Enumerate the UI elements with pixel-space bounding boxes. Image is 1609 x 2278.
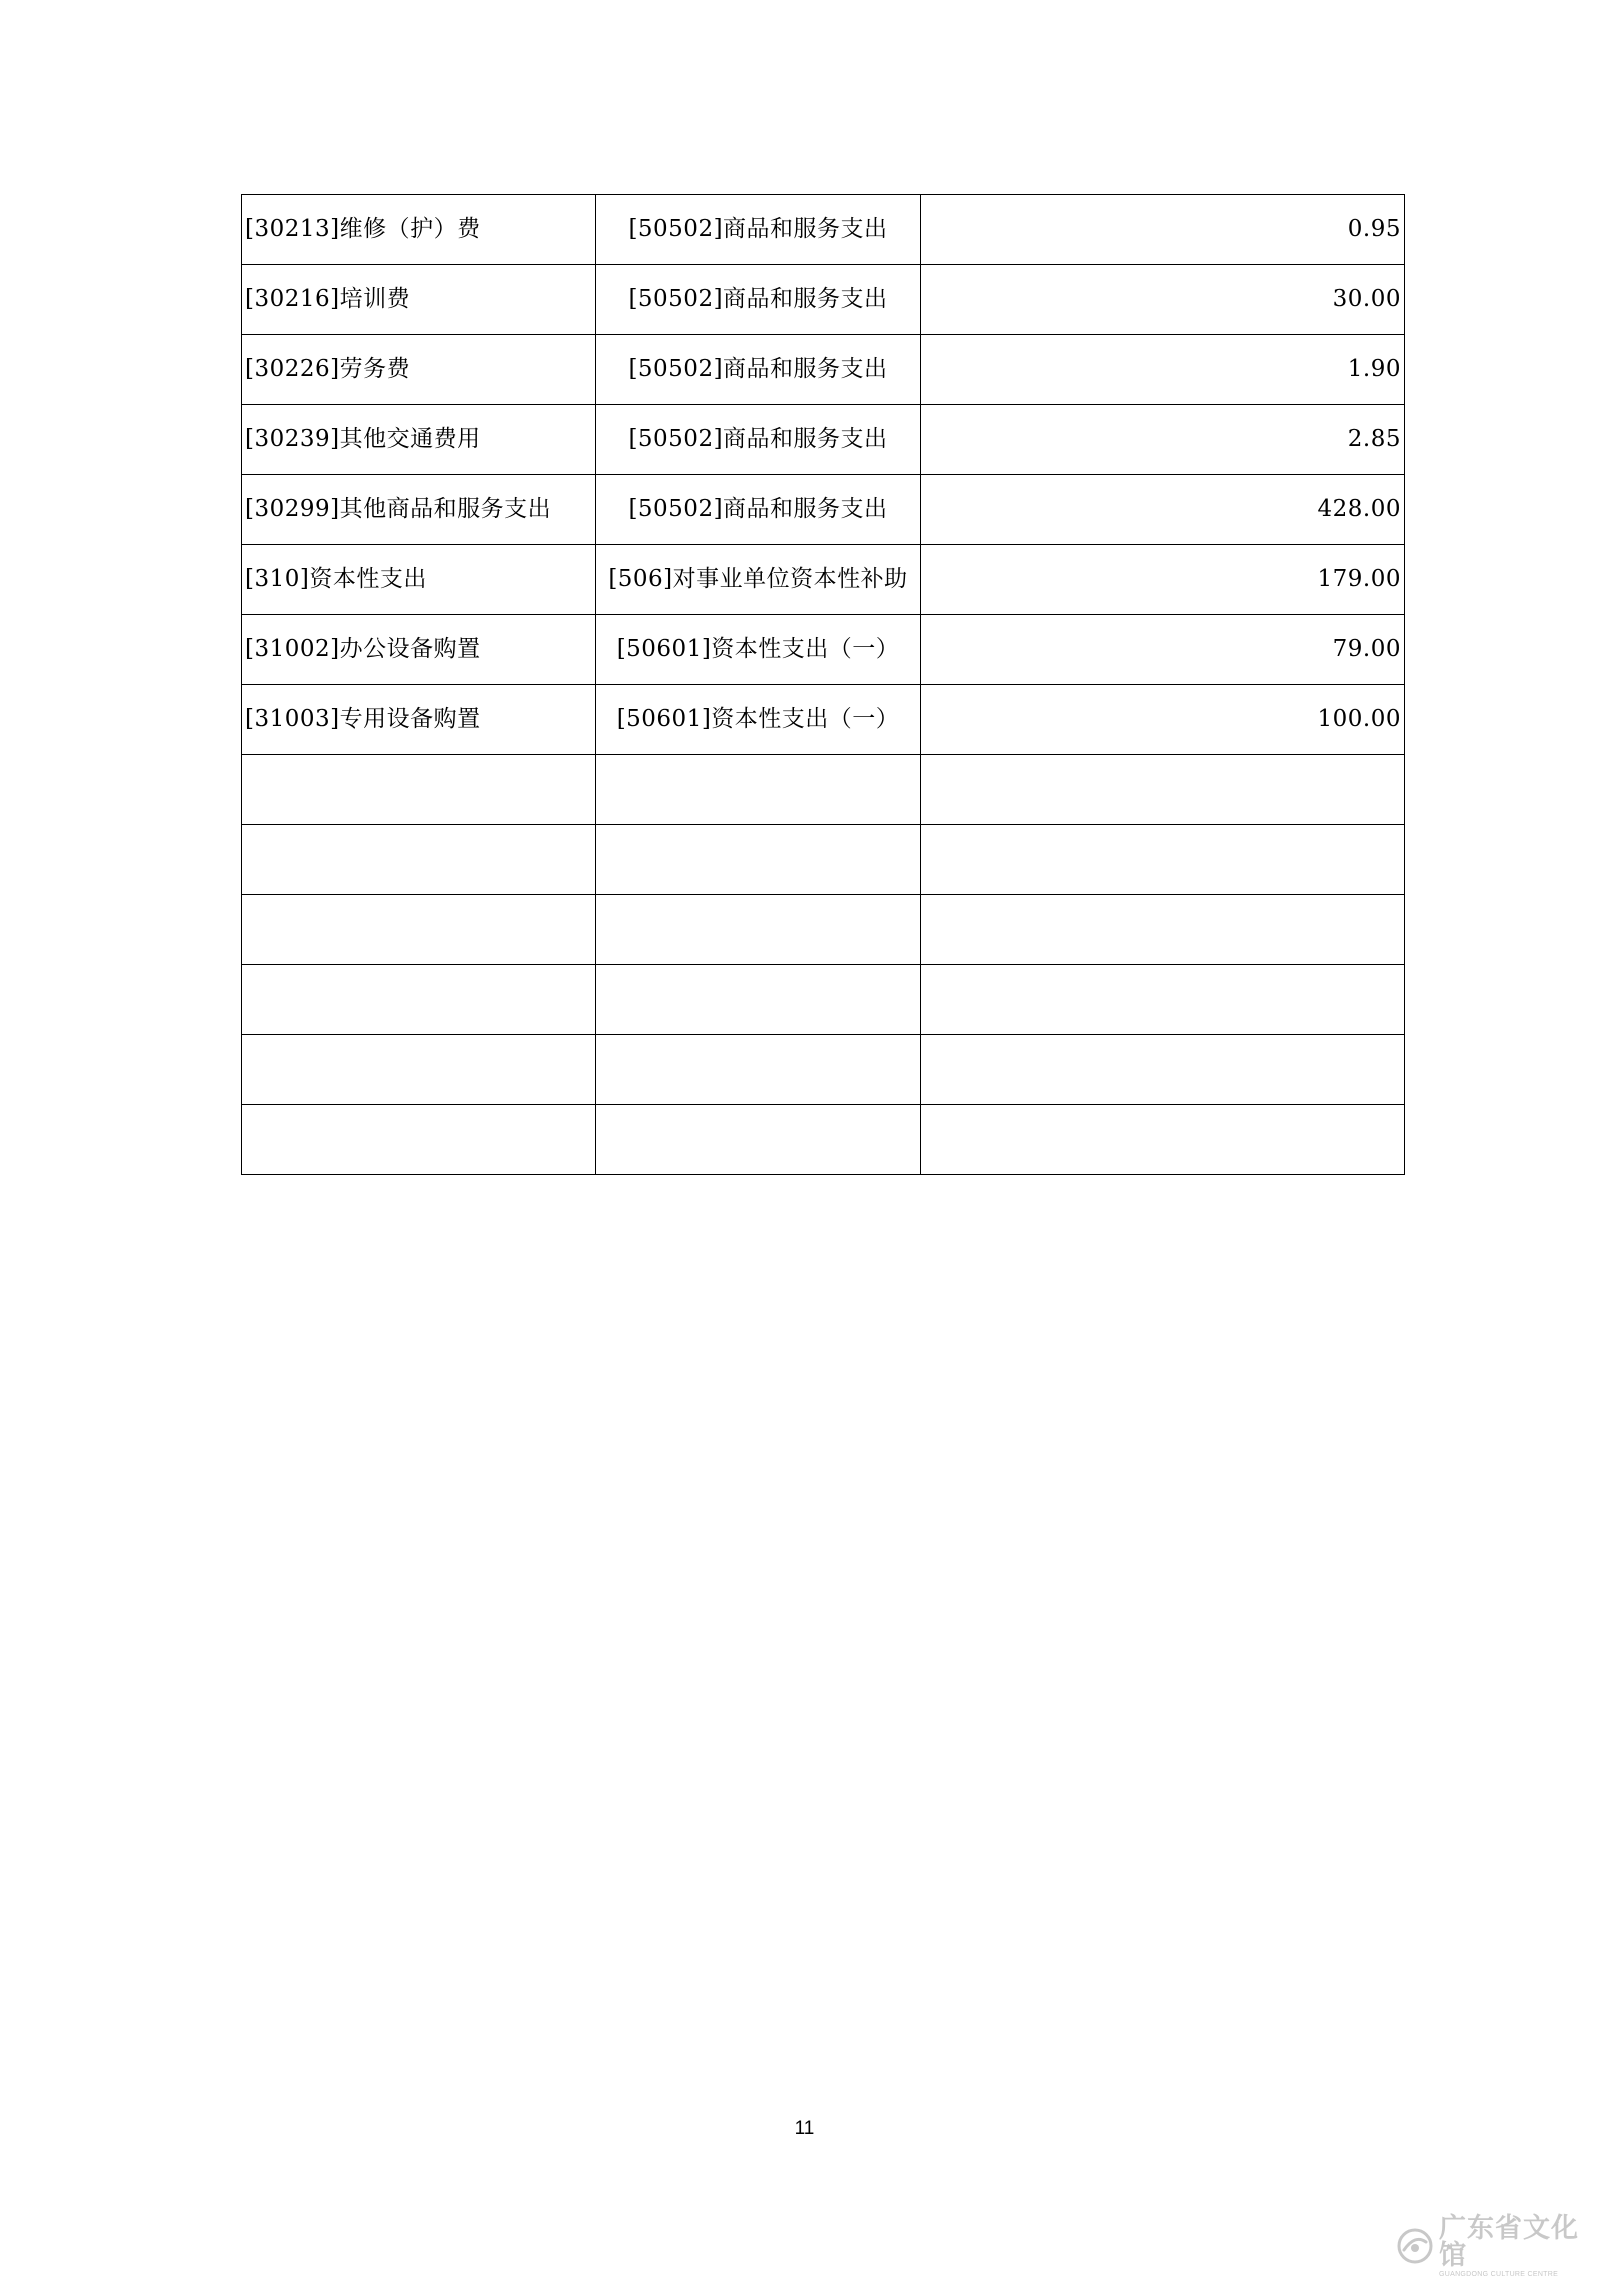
economic-classification-cell: [30226]劳务费 — [242, 335, 596, 405]
budget-table — [241, 194, 1405, 1175]
economic-classification-cell: [30299]其他商品和服务支出 — [242, 475, 596, 545]
government-classification-cell: [50502]商品和服务支出 — [596, 335, 921, 405]
table-row — [242, 195, 1405, 265]
watermark-name-cn: 广东省文化馆 — [1439, 2212, 1579, 2271]
table-row — [242, 1035, 1405, 1105]
government-classification-cell: [50601]资本性支出（一） — [596, 615, 921, 685]
table-row — [242, 545, 1405, 615]
table-row — [242, 965, 1405, 1035]
table-row — [242, 335, 1405, 405]
government-classification-cell: [50601]资本性支出（一） — [596, 685, 921, 755]
table-row — [242, 825, 1405, 895]
economic-classification-cell — [242, 965, 596, 1035]
amount-cell: 0.95 — [921, 195, 1405, 265]
economic-classification-cell: [310]资本性支出 — [242, 545, 596, 615]
government-classification-cell — [596, 965, 921, 1035]
amount-cell — [921, 895, 1405, 965]
amount-cell: 1.90 — [921, 335, 1405, 405]
table-row — [242, 685, 1405, 755]
government-classification-cell: [506]对事业单位资本性补助 — [596, 545, 921, 615]
table-row — [242, 265, 1405, 335]
page-number: 11 — [794, 2118, 815, 2139]
economic-classification-cell — [242, 755, 596, 825]
amount-cell — [921, 755, 1405, 825]
government-classification-cell — [596, 825, 921, 895]
amount-cell: 179.00 — [921, 545, 1405, 615]
economic-classification-cell: [30216]培训费 — [242, 265, 596, 335]
economic-classification-cell — [242, 1035, 596, 1105]
watermark-logo — [1395, 2212, 1600, 2278]
table-row — [242, 755, 1405, 825]
table-row — [242, 475, 1405, 545]
government-classification-cell — [596, 895, 921, 965]
economic-classification-cell: [30239]其他交通费用 — [242, 405, 596, 475]
amount-cell — [921, 1035, 1405, 1105]
table-row — [242, 895, 1405, 965]
economic-classification-cell — [242, 895, 596, 965]
watermark-text — [1439, 2212, 1600, 2278]
economic-classification-cell: [30213]维修（护）费 — [242, 195, 596, 265]
government-classification-cell — [596, 1105, 921, 1175]
culture-centre-emblem-icon — [1395, 2226, 1435, 2266]
government-classification-cell: [50502]商品和服务支出 — [596, 475, 921, 545]
amount-cell: 30.00 — [921, 265, 1405, 335]
economic-classification-cell: [31002]办公设备购置 — [242, 615, 596, 685]
government-classification-cell — [596, 755, 921, 825]
government-classification-cell: [50502]商品和服务支出 — [596, 195, 921, 265]
amount-cell — [921, 825, 1405, 895]
economic-classification-cell — [242, 1105, 596, 1175]
watermark-name-en: GUANGDONG CULTURE CENTRE — [1439, 2270, 1559, 2278]
amount-cell — [921, 965, 1405, 1035]
table-row — [242, 405, 1405, 475]
table-row — [242, 1105, 1405, 1175]
economic-classification-cell — [242, 825, 596, 895]
government-classification-cell: [50502]商品和服务支出 — [596, 265, 921, 335]
amount-cell — [921, 1105, 1405, 1175]
amount-cell: 100.00 — [921, 685, 1405, 755]
amount-cell: 428.00 — [921, 475, 1405, 545]
table-row — [242, 615, 1405, 685]
amount-cell: 2.85 — [921, 405, 1405, 475]
government-classification-cell — [596, 1035, 921, 1105]
budget-table-body — [242, 195, 1405, 1175]
economic-classification-cell: [31003]专用设备购置 — [242, 685, 596, 755]
amount-cell: 79.00 — [921, 615, 1405, 685]
government-classification-cell: [50502]商品和服务支出 — [596, 405, 921, 475]
